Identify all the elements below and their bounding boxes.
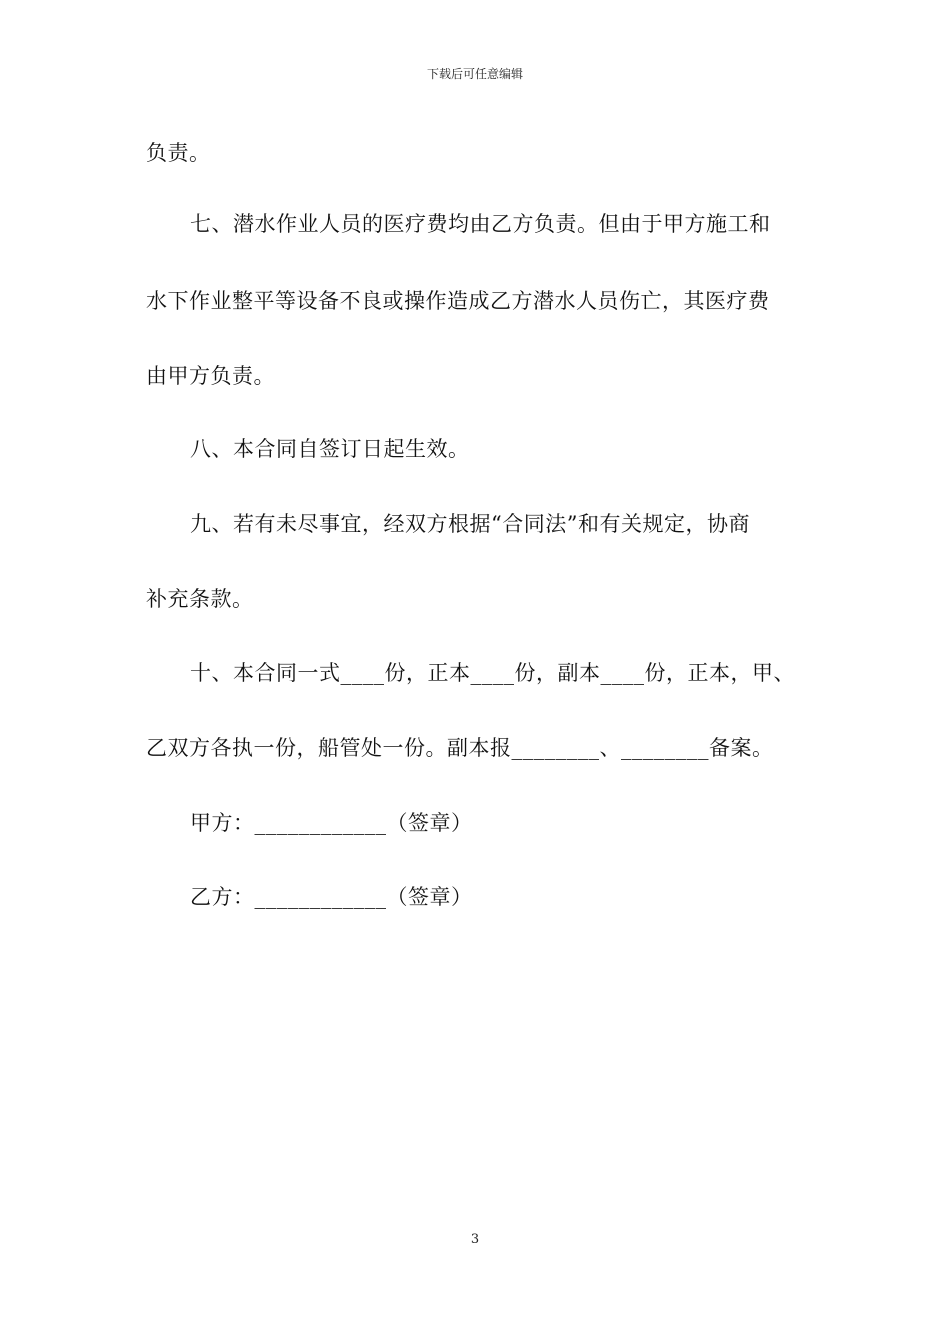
clause-7-line-3: 由甲方负责。 (146, 364, 275, 388)
party-b-signature-line: 乙方：____________（签章） (190, 885, 473, 909)
clause-10-line-1: 十、本合同一式____份，正本____份，副本____份，正本，甲、 (190, 661, 795, 685)
clause-9-line-1: 九、若有未尽事宜，经双方根据“合同法”和有关规定，协商 (190, 512, 750, 536)
clause-7-line-2: 水下作业整平等设备不良或操作造成乙方潜水人员伤亡，其医疗费 (146, 289, 770, 313)
clause-7-line-1: 七、潜水作业人员的医疗费均由乙方负责。但由于甲方施工和 (190, 212, 771, 236)
text-line-1: 负责。 (146, 141, 211, 165)
page-header: 下载后可任意编辑 (426, 67, 523, 81)
page-number: 3 (470, 1232, 480, 1247)
party-a-signature-line: 甲方：____________（签章） (190, 811, 473, 835)
clause-10-line-2: 乙双方各执一份，船管处一份。副本报________、________备案。 (146, 736, 774, 760)
clause-8: 八、本合同自签订日起生效。 (190, 437, 470, 461)
clause-9-line-2: 补充条款。 (146, 587, 254, 611)
